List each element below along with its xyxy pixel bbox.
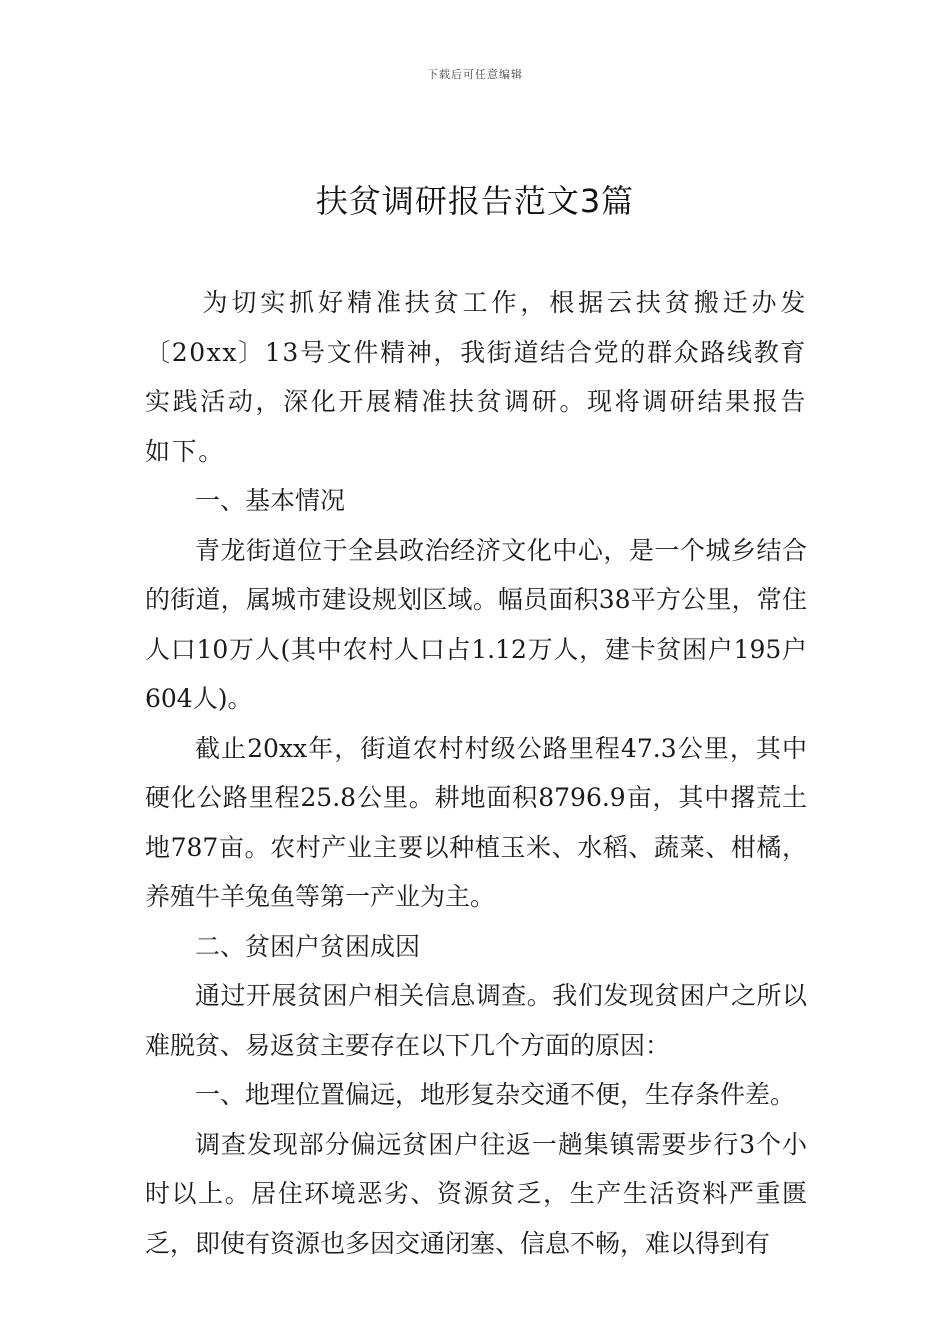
paragraph-basic-situation: 青龙街道位于全县政治经济文化中心，是一个城乡结合的街道，属城市建设规划区域。幅员面积38平方公里，常住人口10万人(其中农村人口占1.12万人，建卡贫困户195户604人)。 [145, 535, 807, 713]
paragraph-infrastructure: 截止20xx年，街道农村村级公路里程47.3公里，其中硬化公路里程25.8公里。耕地面积8796.9亩，其中撂荒土地787亩。农村产业主要以种植玉米、水稻、蔬菜、柑橘，养殖牛羊兔鱼等第一产业为主。 [145, 733, 807, 911]
document-body [145, 278, 807, 1268]
section-heading-basic-situation: 一、基本情况 [195, 486, 346, 515]
document-title: 扶贫调研报告范文3篇 [315, 182, 635, 220]
section-heading-poverty-causes: 二、贫困户贫困成因 [195, 931, 421, 961]
header-note: 下载后可任意编辑 [427, 68, 523, 81]
paragraph-survey: 通过开展贫困户相关信息调查。我们发现贫困户之所以难脱贫、易返贫主要存在以下几个方面的原因： [145, 981, 807, 1060]
paragraph-location-detail: 调查发现部分偏远贫困户往返一趟集镇需要步行3个小时以上。居住环境恶劣、资源贫乏，生产生活资料严重匮乏，即使有资源也多因交通闭塞、信息不畅，难以得到有 [145, 1129, 807, 1258]
subheading-location: 一、地理位置偏远，地形复杂交通不便，生存条件差。 [195, 1080, 796, 1109]
paragraph-intro: 为切实抓好精准扶贫工作，根据云扶贫搬迁办发〔20xx〕13号文件精神，我街道结合党的群众路线教育实践活动，深化开展精准扶贫调研。现将调研结果报告如下。 [145, 288, 807, 466]
